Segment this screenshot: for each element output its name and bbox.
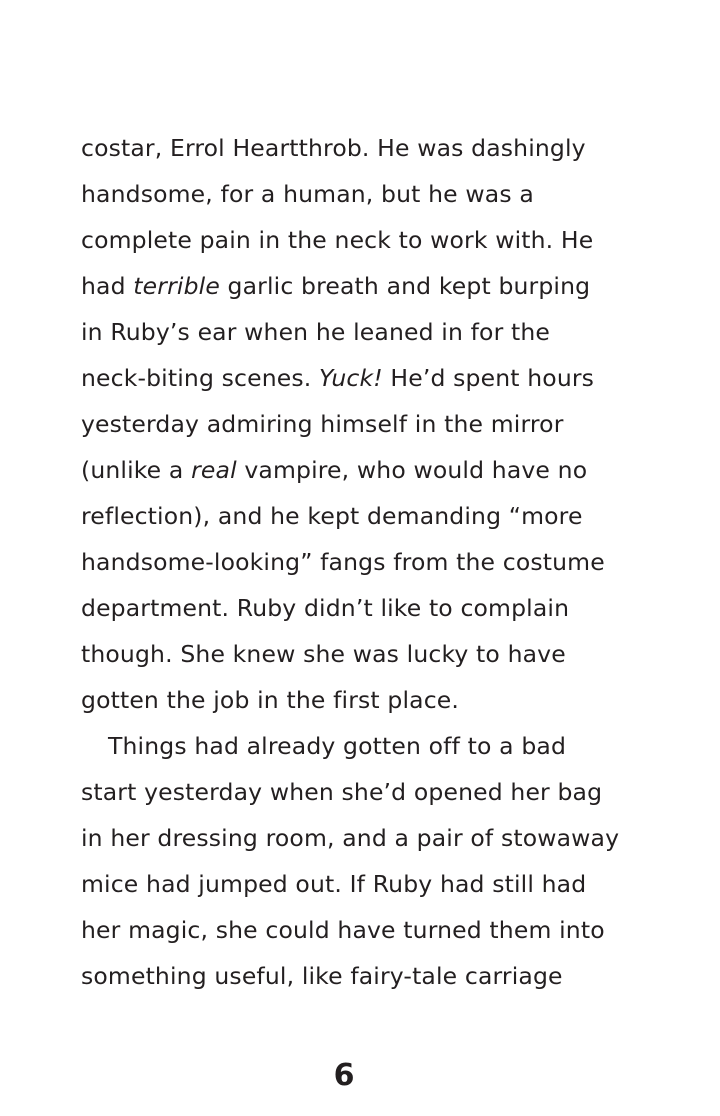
text-segment: costar, Errol Heartthrob. He was dashingly [81,134,586,162]
text-line [81,401,681,447]
text-segment: though. She knew she was lucky to have [81,640,566,668]
text-segment: vampire, who would have no [236,456,588,484]
text-segment: something useful, like fairy-tale carriage [81,962,563,990]
text-segment: handsome-looking” fangs from the costume [81,548,605,576]
text-line [81,861,681,907]
text-segment: in Ruby’s ear when he leaned in for the [81,318,551,346]
text-line [81,171,681,217]
text-line [81,585,681,631]
text-line [81,723,681,769]
text-segment: department. Ruby didn’t like to complain [81,594,570,622]
text-segment: gotten the job in the first place. [81,686,459,714]
text-line [81,355,681,401]
text-line [81,493,681,539]
text-line [81,263,681,309]
italic-text: real [191,456,237,484]
text-segment: complete pain in the neck to work with. He [81,226,594,254]
text-segment: Things had already gotten off to a bad [108,732,567,760]
text-segment: in her dressing room, and a pair of stowaway [81,824,620,852]
body-text [81,125,681,999]
italic-text: terrible [133,272,220,300]
text-segment: start yesterday when she’d opened her bag [81,778,603,806]
text-segment: mice had jumped out. If Ruby had still had [81,870,587,898]
text-line [81,631,681,677]
text-line [81,309,681,355]
text-segment: had [81,272,134,300]
text-segment: garlic breath and kept burping [219,272,591,300]
text-segment: He’d spent hours [382,364,595,392]
text-line [81,125,681,171]
text-line [81,953,681,999]
text-line [81,217,681,263]
text-segment: neck-biting scenes. [81,364,319,392]
text-segment: reflection), and he kept demanding “more [81,502,583,530]
italic-text: Yuck! [319,364,383,392]
text-line [81,815,681,861]
text-line [81,539,681,585]
text-segment: handsome, for a human, but he was a [81,180,534,208]
text-line [81,677,681,723]
text-segment: her magic, she could have turned them into [81,916,605,944]
text-segment: (unlike a [81,456,192,484]
text-line [81,907,681,953]
page-number: 6 [333,1058,355,1093]
text-line [81,769,681,815]
text-line [81,447,681,493]
text-segment: yesterday admiring himself in the mirror [81,410,564,438]
